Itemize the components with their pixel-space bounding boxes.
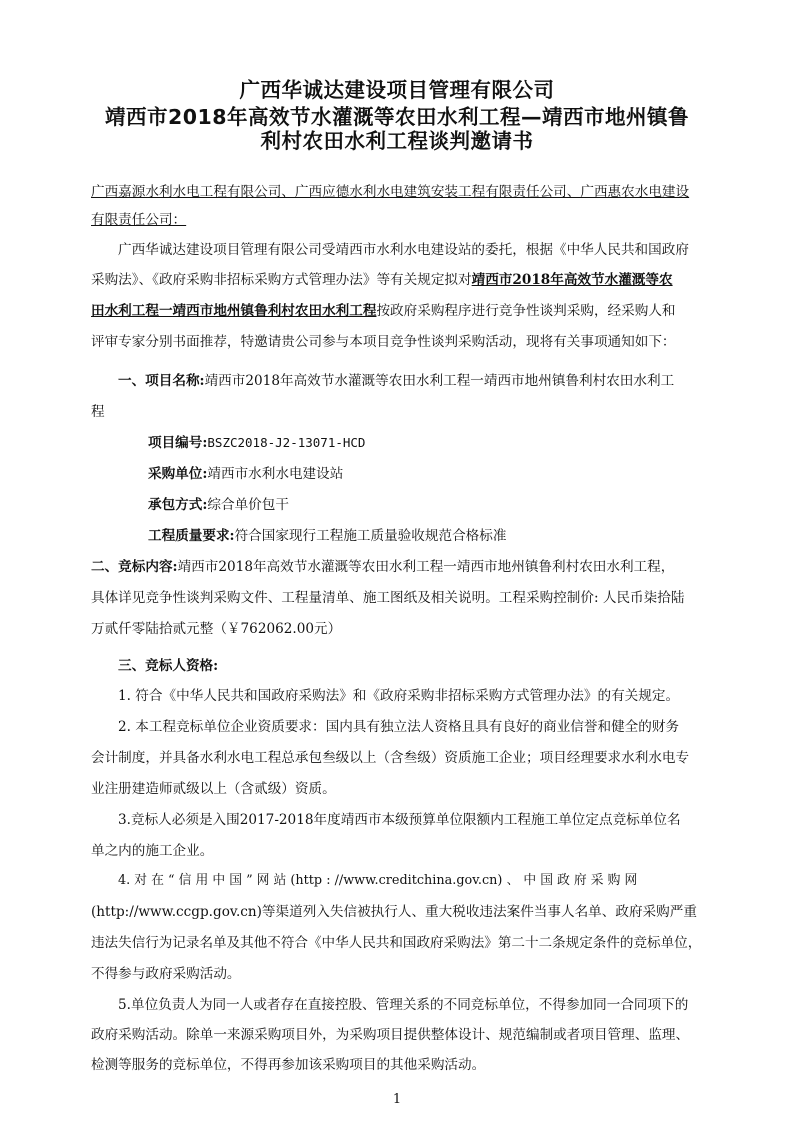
quality-requirement-label: 工程质量要求: bbox=[148, 528, 235, 544]
document-title-line-2: 利村农田水利工程谈判邀请书 bbox=[260, 129, 534, 153]
qualification-item-5-line-3: 检测等服务的竞标单位，不得再参加该采购项目的其他采购活动。 bbox=[91, 1057, 486, 1073]
quality-requirement-value: 符合国家现行工程施工质量验收规范合格标准 bbox=[234, 528, 507, 544]
addressee-line-1: 广西嘉源水利水电工程有限公司、广西应德水利水电建筑安装工程有限责任公司、广西惠农水电建设 bbox=[91, 184, 690, 200]
project-code-label: 项目编号: bbox=[148, 435, 208, 451]
section1-line-2: 程 bbox=[91, 404, 105, 420]
purchaser-row bbox=[148, 462, 343, 482]
project-name-value: 靖西市2018年高效节水灌溉等农田水利工程一靖西市地州镇鲁利村农田水利工 bbox=[204, 373, 675, 389]
qualification-item-2-line-2: 会计制度，并具备水利水电工程总承包叁级以上（含叁级）资质施工企业；项目经理要求水利水电专 bbox=[91, 750, 690, 766]
intro-line-1: 广西华诚达建设项目管理有限公司受靖西市水利水电建设站的委托，根据《中华人民共和国政府 bbox=[118, 242, 689, 258]
intro-line-4: 评审专家分别书面推荐，特邀请贵公司参与本项目竞争性谈判采购活动，现将有关事项通知如下： bbox=[91, 334, 676, 350]
qualification-item-2-line-1: 2. 本工程竞标单位企业资质要求：国内具有独立法人资格且具有良好的商业信誉和健全的财务 bbox=[118, 719, 680, 735]
purchaser-value: 靖西市水利水电建设站 bbox=[207, 466, 344, 482]
quality-requirement-row bbox=[148, 524, 506, 544]
qualification-item-4-line-3: 违法失信行为记录名单及其他不符合《中华人民共和国政府采购法》第二十二条规定条件的竞标单位， bbox=[91, 935, 702, 951]
qualification-item-4-line-4: 不得参与政府采购活动。 bbox=[91, 966, 241, 982]
addressee-line-2: 有限责任公司： bbox=[91, 212, 187, 228]
bid-content-text: 靖西市2018年高效节水灌溉等农田水利工程一靖西市地州镇鲁利村农田水利工程， bbox=[177, 559, 675, 575]
intro-line-3 bbox=[91, 299, 676, 319]
qualification-item-1: 1. 符合《中华人民共和国政府采购法》和《政府采购非招标采购方式管理办法》的有关规定。 bbox=[118, 688, 680, 704]
project-name-emphasis: 田水利工程一靖西市地州镇鲁利村农田水利工程 bbox=[91, 303, 377, 319]
intro-text: 按政府采购程序进行竞争性谈判采购，经采购人和 bbox=[376, 303, 676, 319]
section1-heading: 一、项目名称: bbox=[118, 373, 205, 389]
document-title-line-1: 靖西市2018年高效节水灌溉等农田水利工程—靖西市地州镇鲁 bbox=[104, 105, 690, 129]
section2-line-3: 万贰仟零陆拾贰元整（￥762062.00元） bbox=[91, 621, 342, 637]
project-name-emphasis: 靖西市2018年高效节水灌溉等农 bbox=[471, 272, 673, 288]
contract-method-value: 综合单价包干 bbox=[207, 497, 289, 513]
project-code-value: BSZC2018-J2-13071-HCD bbox=[207, 435, 366, 450]
qualification-item-5-line-2: 政府采购活动。除单一来源采购项目外，为采购项目提供整体设计、规范编制或者项目管理、监理、 bbox=[91, 1027, 690, 1043]
page-number: 1 bbox=[392, 1092, 402, 1107]
section2-line-2: 具体详见竞争性谈判采购文件、工程量清单、施工图纸及相关说明。工程采购控制价: 人民币柒拾陆 bbox=[91, 590, 685, 606]
section2-heading: 二、竞标内容: bbox=[91, 559, 178, 575]
intro-line-2 bbox=[91, 268, 673, 288]
project-code-row bbox=[148, 431, 365, 451]
contract-method-label: 承包方式: bbox=[148, 497, 208, 513]
intro-text: 采购法》、《政府采购非招标采购方式管理办法》等有关规定拟对 bbox=[91, 272, 472, 288]
contract-method-row bbox=[148, 493, 289, 513]
company-title: 广西华诚达建设项目管理有限公司 bbox=[239, 78, 555, 102]
section2-line-1 bbox=[91, 555, 674, 575]
purchaser-label: 采购单位: bbox=[148, 466, 208, 482]
qualification-item-3-line-2: 单之内的施工企业。 bbox=[91, 843, 214, 859]
qualification-item-5-line-1: 5.单位负责人为同一人或者存在直接控股、管理关系的不同竞标单位，不得参加同一合同项下的 bbox=[118, 997, 689, 1013]
qualification-item-3-line-1: 3.竞标人必须是入围2017-2018年度靖西市本级预算单位限额内工程施工单位定点竞标单位名 bbox=[118, 812, 681, 828]
qualification-item-2-line-3: 业注册建造师贰级以上（含贰级）资质。 bbox=[91, 781, 336, 797]
qualification-item-4-line-2: (http://www.ccgp.gov.cn)等渠道列入失信被执行人、重大税收违法案件当事人名单、政府采购严重 bbox=[91, 904, 697, 920]
section1-line-1 bbox=[118, 369, 674, 389]
section3-heading: 三、竞标人资格: bbox=[118, 658, 219, 674]
qualification-item-4-line-1: 4. 对 在 “ 信 用 中 国 ” 网 站 (http : //www.creditchina.gov.cn) 、 中 国 政 府 采 购 网 bbox=[118, 873, 638, 888]
